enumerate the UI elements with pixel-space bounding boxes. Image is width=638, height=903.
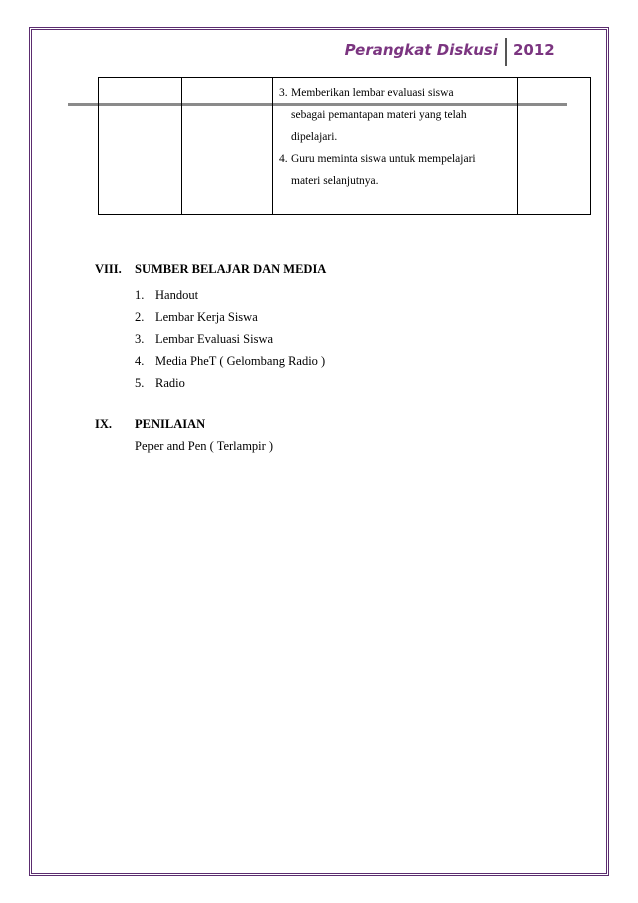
resource-list (135, 284, 325, 394)
step-number: 3. (279, 87, 288, 99)
lesson-table (98, 77, 591, 215)
section-number: IX. (95, 417, 113, 431)
step-number: 4. (279, 153, 288, 165)
step-text-continued: materi selanjutnya. (291, 175, 379, 187)
header-year: 2012 (513, 41, 555, 59)
list-item-label: Handout (155, 288, 199, 302)
table-cell-4 (518, 78, 591, 215)
table-cell-activities (273, 78, 518, 215)
list-item (135, 372, 325, 394)
list-item (135, 284, 325, 306)
list-item-label: Lembar Kerja Siswa (155, 310, 258, 324)
section-title: PENILAIAN (135, 417, 206, 431)
list-item-label: Media PheT ( Gelombang Radio ) (155, 354, 326, 368)
step-text: Guru meminta siswa untuk mempelajari (291, 153, 476, 165)
list-item-label: Radio (155, 376, 185, 390)
step-text: Memberikan lembar evaluasi siswa (291, 87, 454, 99)
list-item (135, 350, 325, 372)
list-item-number: 5. (135, 376, 145, 390)
list-item-number: 3. (135, 332, 145, 346)
list-item-number: 2. (135, 310, 145, 324)
table-cell-1 (99, 78, 182, 215)
header-title: Perangkat Diskusi (344, 41, 498, 59)
header-separator (505, 38, 507, 66)
section-title: SUMBER BELAJAR DAN MEDIA (135, 262, 327, 276)
step-text-continued: dipelajari. (291, 131, 338, 143)
list-item-number: 1. (135, 288, 145, 302)
list-item-label: Lembar Evaluasi Siswa (155, 332, 274, 346)
section-number: VIII. (95, 262, 122, 276)
list-item-number: 4. (135, 354, 145, 368)
section-text: Peper and Pen ( Terlampir ) (135, 439, 274, 453)
step-text-continued: sebagai pemantapan materi yang telah (291, 109, 467, 121)
step-item (279, 82, 511, 104)
step-item (279, 148, 511, 170)
list-item (135, 306, 325, 328)
table-cell-2 (182, 78, 273, 215)
list-item (135, 328, 325, 350)
table-row (99, 78, 591, 215)
page-header (0, 38, 638, 68)
